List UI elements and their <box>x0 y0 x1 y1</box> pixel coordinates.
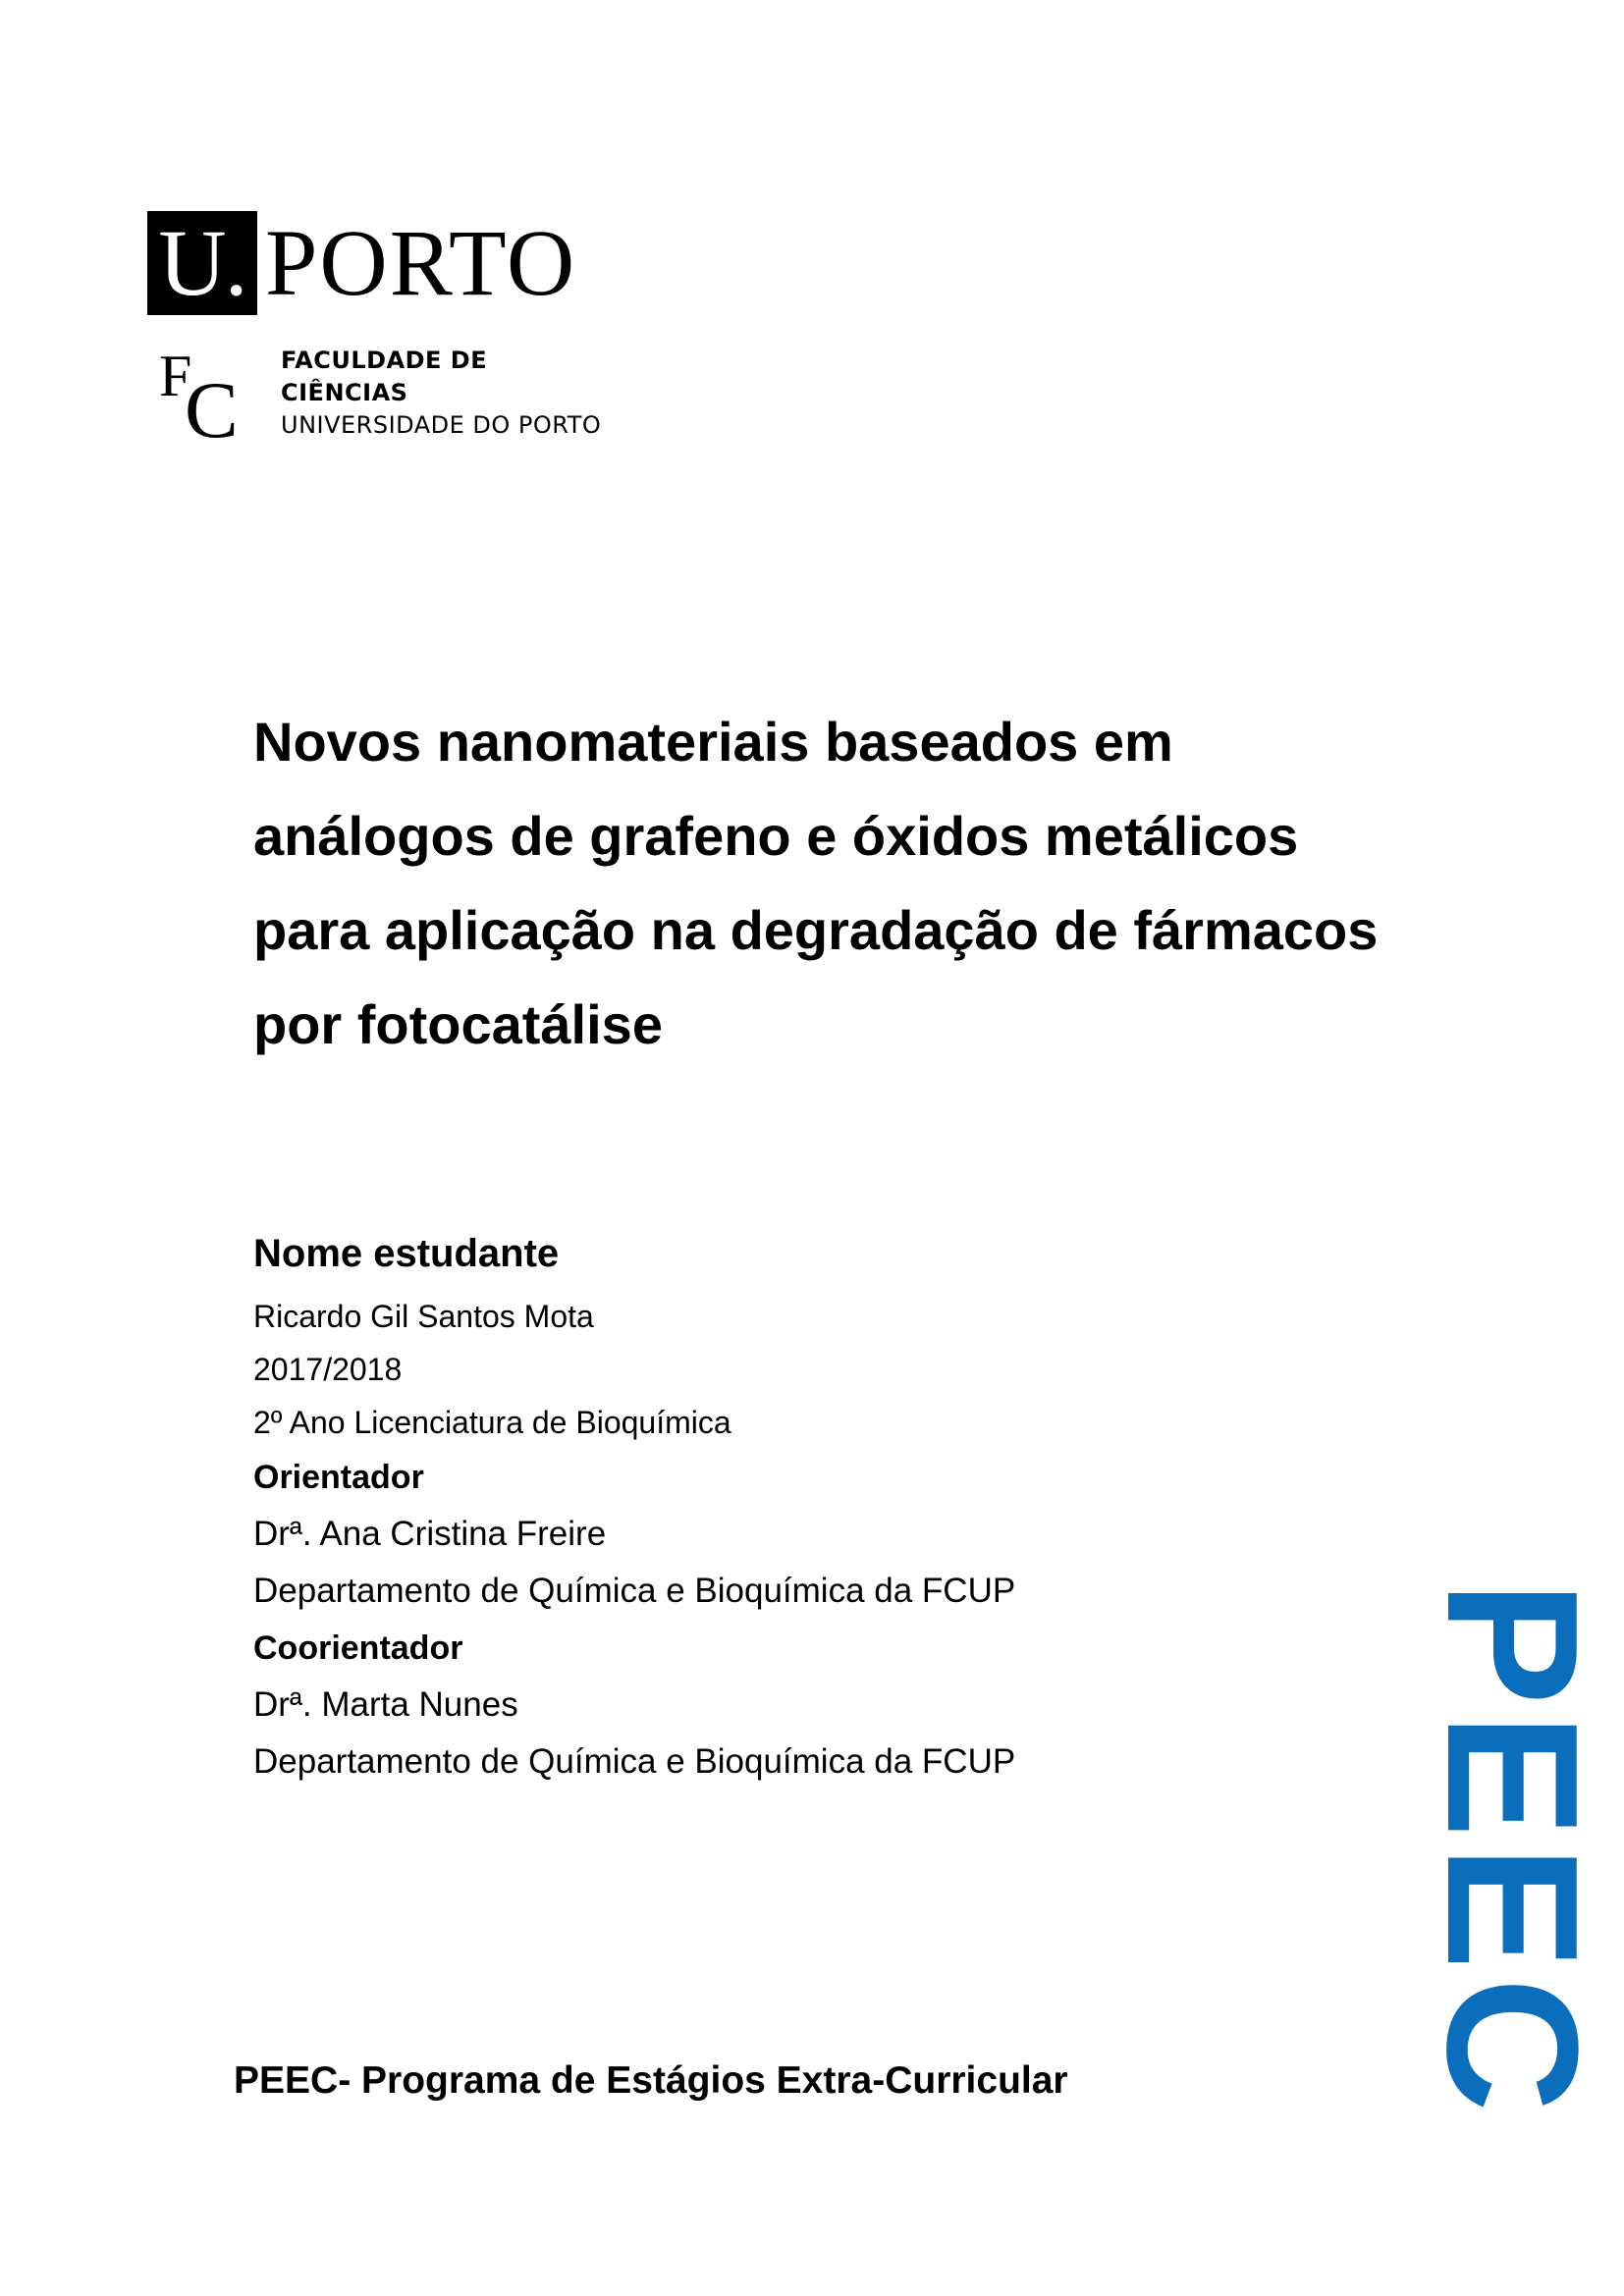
title-line: análogos de grafeno e óxidos metálicos <box>253 805 1299 867</box>
document-title <box>253 695 1432 1072</box>
faculty-name <box>281 345 609 442</box>
title-line: para aplicação na degradação de fármacos <box>253 899 1379 961</box>
title-line: Novos nanomateriais baseados em <box>253 711 1173 773</box>
student-heading: Nome estudante <box>253 1232 560 1275</box>
peec-side-mark <box>1408 1580 1616 2120</box>
coadvisor-department: Departamento de Química e Bioquímica da FCUP <box>253 1742 1016 1781</box>
coadvisor-name: Drª. Marta Nunes <box>253 1685 518 1724</box>
fc-monogram-c: C <box>185 365 239 454</box>
advisor-heading: Orientador <box>253 1459 424 1496</box>
title-line: por fotocatálise <box>253 993 663 1055</box>
student-name: Ricardo Gil Santos Mota <box>253 1299 594 1334</box>
fc-monogram-f: F <box>159 344 192 408</box>
uporto-wordmark: PORTO <box>265 210 577 315</box>
program-footer: PEEC- Programa de Estágios Extra-Curricular <box>234 2059 1068 2102</box>
coadvisor-heading: Coorientador <box>253 1629 463 1667</box>
faculty-name-line2: UNIVERSIDADE DO PORTO <box>281 411 602 439</box>
author-info <box>253 1229 1137 1790</box>
course: 2º Ano Licenciatura de Bioquímica <box>253 1405 731 1440</box>
fc-monogram <box>159 344 239 454</box>
academic-year: 2017/2018 <box>253 1352 403 1387</box>
advisor-department: Departamento de Química e Bioquímica da FCUP <box>253 1572 1016 1610</box>
advisor-name: Drª. Ana Cristina Freire <box>253 1515 607 1553</box>
peec-side-mark-text: PEEC <box>1408 1580 1616 2120</box>
university-logo <box>147 210 609 454</box>
uporto-u-mark: U. <box>147 211 257 315</box>
faculty-name-line1: FACULDADE DE CIÊNCIAS <box>281 347 488 406</box>
uporto-logo <box>147 211 576 315</box>
